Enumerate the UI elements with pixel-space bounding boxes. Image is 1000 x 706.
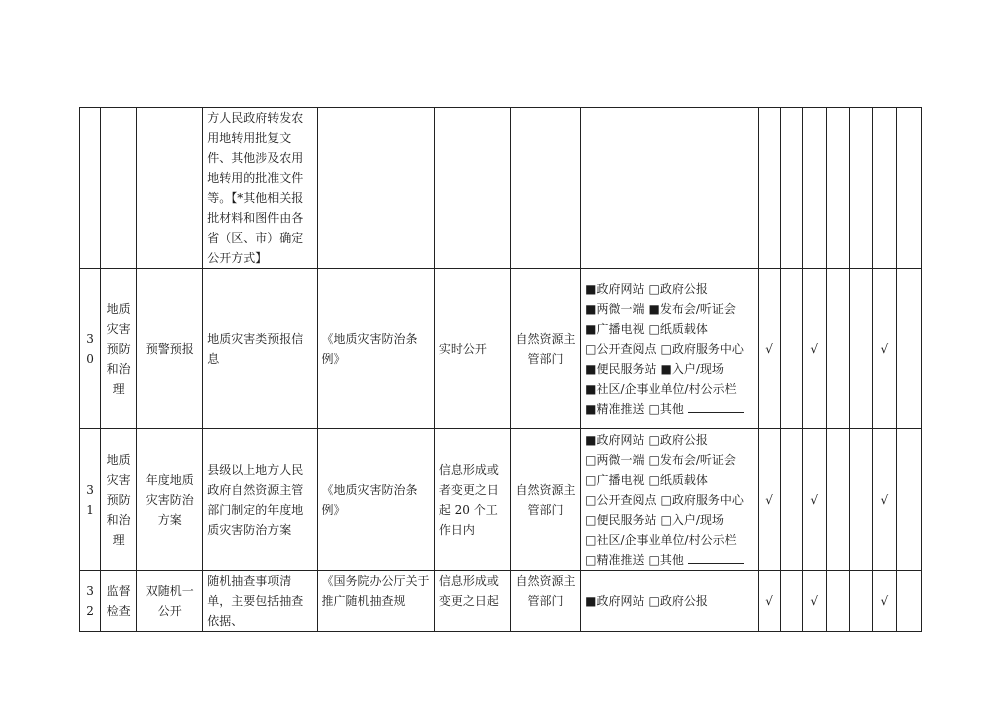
mark-cell — [896, 108, 921, 269]
category-text: 地质 — [106, 301, 131, 316]
time-limit-cell — [434, 108, 510, 269]
category-text: 理 — [112, 381, 125, 396]
basis-cell: 《地质灾害防治条例》 — [317, 269, 434, 429]
channels-cell — [581, 429, 758, 571]
mark-cell — [780, 269, 802, 429]
channel-option: ■入户/现场 — [660, 361, 724, 376]
channel-option: ■两微一端 — [585, 301, 645, 316]
channel-option: □广播电视 — [585, 472, 645, 487]
mark-cell — [826, 571, 849, 632]
channel-option: □政府公报 — [648, 432, 708, 447]
category-text: 预防 — [106, 492, 131, 507]
disclosure-table — [79, 107, 922, 632]
channel-option: □公开查阅点 — [585, 492, 657, 507]
table-row — [80, 571, 922, 632]
channel-option: ■政府网站 — [585, 432, 645, 447]
content-cell: 方人民政府转发农用地转用批复文件、其他涉及农用地转用的批准文件等。【*其他相关报批材料和图件由各省（区、市）确定公开方式】 — [203, 108, 317, 269]
mark-cell — [758, 108, 780, 269]
channel-option: ■广播电视 — [585, 321, 645, 336]
channel-option: □精准推送 — [585, 552, 645, 567]
channel-line — [585, 591, 753, 611]
mark-cell: √ — [872, 269, 896, 429]
category-cell — [101, 571, 137, 632]
agency-cell: 自然资源主管部门 — [510, 571, 580, 632]
channel-option: □政府服务中心 — [660, 341, 744, 356]
category-text: 灾害 — [106, 472, 131, 487]
mark-cell — [826, 108, 849, 269]
sub-item-cell — [137, 108, 203, 269]
sub-item-cell: 年度地质灾害防治方案 — [137, 429, 203, 571]
channel-option: □其他 — [648, 401, 684, 416]
category-cell — [101, 269, 137, 429]
category-text: 灾害 — [106, 321, 131, 336]
mark-cell — [872, 108, 896, 269]
channel-line — [585, 470, 753, 490]
mark-cell: √ — [802, 571, 826, 632]
category-text: 和治 — [106, 361, 131, 376]
category-text: 预防 — [106, 341, 131, 356]
mark-cell — [849, 429, 872, 571]
basis-cell: 《地质灾害防治条例》 — [317, 429, 434, 571]
channel-option: ■社区/企事业单位/村公示栏 — [585, 381, 737, 396]
channel-option: □政府公报 — [648, 281, 708, 296]
mark-cell — [849, 269, 872, 429]
mark-cell — [849, 108, 872, 269]
channel-option: ■政府网站 — [585, 281, 645, 296]
category-cell — [101, 108, 137, 269]
channels-cell — [581, 571, 758, 632]
channel-line — [585, 379, 753, 399]
channel-line — [585, 510, 753, 530]
mark-cell — [780, 571, 802, 632]
channel-line — [585, 279, 753, 299]
category-text: 地质 — [106, 452, 131, 467]
mark-cell — [896, 429, 921, 571]
channel-line — [585, 339, 753, 359]
table-row — [80, 108, 922, 269]
blank-underline — [688, 552, 744, 564]
table-row — [80, 429, 922, 571]
channel-option: □便民服务站 — [585, 512, 657, 527]
mark-cell: √ — [802, 269, 826, 429]
mark-cell — [896, 269, 921, 429]
mark-cell — [826, 269, 849, 429]
channel-line — [585, 299, 753, 319]
channel-line — [585, 319, 753, 339]
mark-cell: √ — [872, 571, 896, 632]
agency-cell: 自然资源主管部门 — [510, 429, 580, 571]
channel-option: □社区/企事业单位/村公示栏 — [585, 532, 737, 547]
agency-cell — [510, 108, 580, 269]
sub-item-cell: 双随机一公开 — [137, 571, 203, 632]
channels-cell — [581, 269, 758, 429]
blank-underline — [688, 401, 744, 413]
mark-cell: √ — [872, 429, 896, 571]
channel-option: □政府公报 — [648, 594, 708, 608]
time-limit-cell: 信息形成或变更之日起 — [434, 571, 510, 632]
channel-line — [585, 450, 753, 470]
channel-line — [585, 359, 753, 379]
channel-option: □公开查阅点 — [585, 341, 657, 356]
channel-option: □发布会/听证会 — [648, 452, 736, 467]
category-text: 和治 — [106, 512, 131, 527]
mark-cell: √ — [758, 571, 780, 632]
channel-option: □纸质载体 — [648, 472, 708, 487]
channel-option: ■便民服务站 — [585, 361, 657, 376]
row-number — [80, 108, 101, 269]
channel-option: ■政府网站 — [585, 594, 645, 608]
time-limit-cell: 实时公开 — [434, 269, 510, 429]
channel-option: ■精准推送 — [585, 401, 645, 416]
channel-line — [585, 490, 753, 510]
category-text: 检查 — [106, 604, 131, 618]
mark-cell — [849, 571, 872, 632]
channel-option: □纸质载体 — [648, 321, 708, 336]
row-number: 32 — [80, 571, 101, 632]
sub-item-cell: 预警预报 — [137, 269, 203, 429]
mark-cell: √ — [802, 429, 826, 571]
table-body — [80, 108, 922, 632]
channel-option: □其他 — [648, 552, 684, 567]
agency-cell: 自然资源主管部门 — [510, 269, 580, 429]
channels-cell — [581, 108, 758, 269]
channel-line — [585, 399, 753, 419]
table-row — [80, 269, 922, 429]
basis-cell: 《国务院办公厅关于推广随机抽查规 — [317, 571, 434, 632]
content-cell: 随机抽查事项清单，主要包括抽查依据、 — [203, 571, 317, 632]
content-cell: 地质灾害类预报信息 — [203, 269, 317, 429]
mark-cell: √ — [758, 269, 780, 429]
basis-cell — [317, 108, 434, 269]
mark-cell — [780, 108, 802, 269]
channel-option: ■发布会/听证会 — [648, 301, 736, 316]
mark-cell — [896, 571, 921, 632]
channel-option: □入户/现场 — [660, 512, 724, 527]
mark-cell — [802, 108, 826, 269]
channel-line — [585, 550, 753, 570]
channel-option: □两微一端 — [585, 452, 645, 467]
mark-cell — [780, 429, 802, 571]
channel-line — [585, 430, 753, 450]
category-text: 理 — [112, 532, 125, 547]
category-text: 监督 — [106, 584, 131, 598]
content-cell: 县级以上地方人民政府自然资源主管部门制定的年度地质灾害防治方案 — [203, 429, 317, 571]
category-cell — [101, 429, 137, 571]
row-number: 31 — [80, 429, 101, 571]
mark-cell — [826, 429, 849, 571]
time-limit-cell: 信息形成或者变更之日起 20 个工作日内 — [434, 429, 510, 571]
row-number: 30 — [80, 269, 101, 429]
mark-cell: √ — [758, 429, 780, 571]
channel-option: □政府服务中心 — [660, 492, 744, 507]
channel-line — [585, 530, 753, 550]
